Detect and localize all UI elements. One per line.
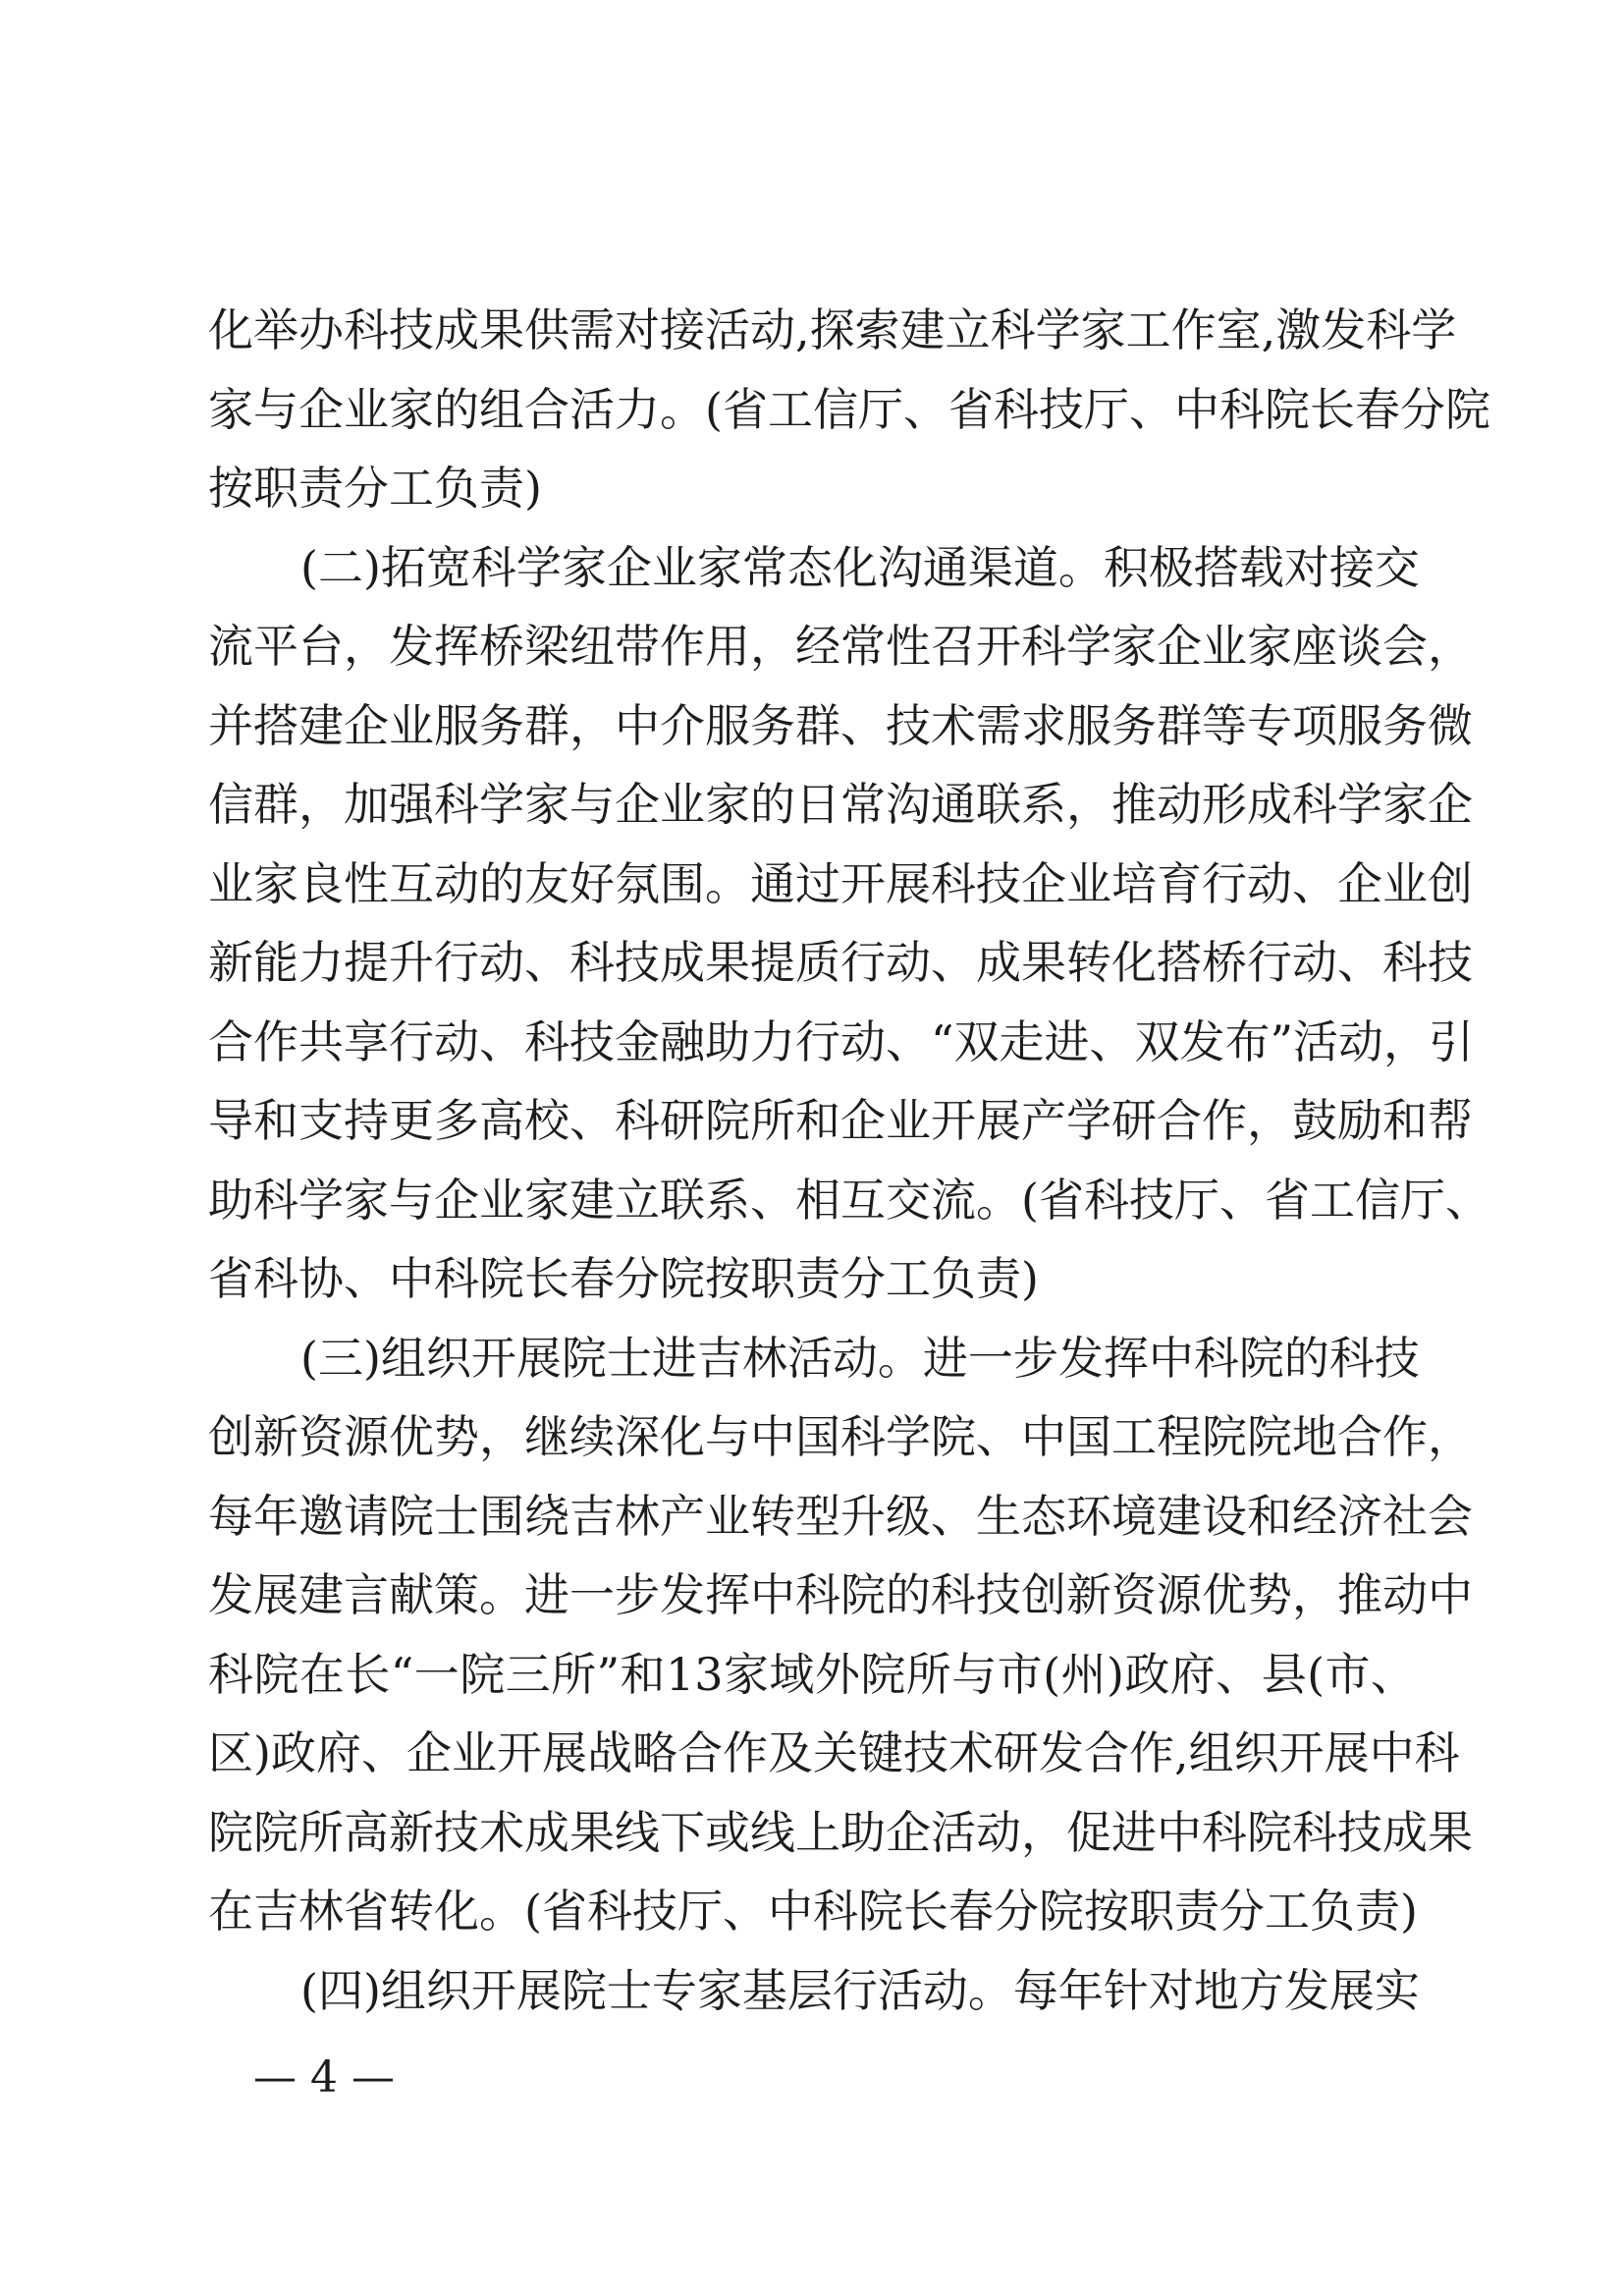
text-line: 院院所高新技术成果线下或线上助企活动，促进中科院科技成果 (208, 1806, 1473, 1859)
page-number: — 4 — (253, 2052, 395, 2103)
text-line: 导和支持更多高校、科研院所和企业开展产学研合作，鼓励和帮 (208, 1094, 1473, 1147)
text-line: 发展建言献策。进一步发挥中科院的科技创新资源优势，推动中 (208, 1568, 1473, 1621)
text-line: (三)组织开展院士进吉林活动。进一步发挥中科院的科技 (300, 1332, 1420, 1385)
text-line: 按职责分工负责) (208, 462, 542, 515)
text-line: 并搭建企业服务群，中介服务群、技术需求服务群等专项服务微 (208, 699, 1473, 752)
text-line: (二)拓宽科学家企业家常态化沟通渠道。积极搭载对接交 (300, 541, 1420, 594)
text-line: 每年邀请院士围绕吉林产业转型升级、生态环境建设和经济社会 (208, 1490, 1473, 1543)
text-line: 在吉林省转化。(省科技厅、中科院长春分院按职责分工负责) (208, 1885, 1418, 1938)
text-line: 家与企业家的组合活力。(省工信厅、省科技厅、中科院长春分院 (208, 383, 1490, 436)
text-line: 流平台，发挥桥梁纽带作用，经常性召开科学家企业家座谈会， (208, 620, 1473, 673)
text-line: 区)政府、企业开展战略合作及关键技术研发合作,组织开展中科 (208, 1726, 1460, 1779)
text-line: 化举办科技成果供需对接活动,探索建立科学家工作室,激发科学 (208, 303, 1457, 356)
text-line: 新能力提升行动、科技成果提质行动、成果转化搭桥行动、科技 (208, 936, 1473, 989)
text-line: 信群，加强科学家与企业家的日常沟通联系，推动形成科学家企 (208, 778, 1473, 831)
text-line: 创新资源优势，继续深化与中国科学院、中国工程院院地合作， (208, 1410, 1473, 1463)
text-line: 省科协、中科院长春分院按职责分工负责) (208, 1252, 1039, 1305)
text-line: 科院在长“一院三所”和13家域外院所与市(州)政府、县(市、 (208, 1648, 1416, 1701)
text-line: 业家良性互动的友好氛围。通过开展科技企业培育行动、企业创 (208, 857, 1473, 910)
text-line: 合作共享行动、科技金融助力行动、“双走进、双发布”活动，引 (208, 1015, 1475, 1068)
text-line: 助科学家与企业家建立联系、相互交流。(省科技厅、省工信厅、 (208, 1174, 1490, 1227)
text-line: (四)组织开展院士专家基层行活动。每年针对地方发展实 (300, 1964, 1420, 2017)
